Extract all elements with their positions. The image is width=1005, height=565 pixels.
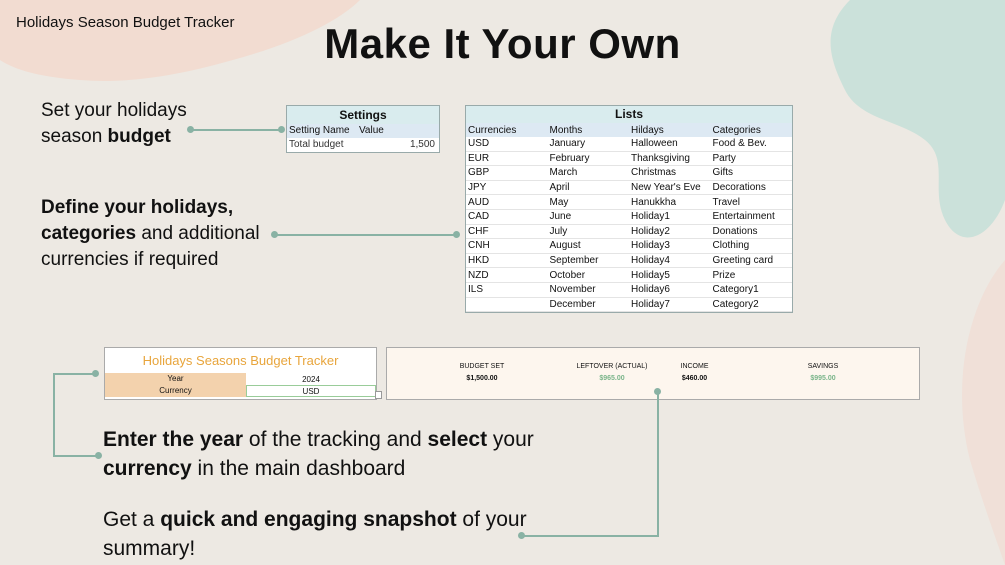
kpi-value: $965.00 <box>599 375 625 382</box>
lists-cell[interactable]: Donations <box>711 224 793 239</box>
annotation-enter-currency: currency <box>103 457 192 480</box>
annotation-define <box>41 195 281 273</box>
lists-cell[interactable]: HKD <box>466 253 548 268</box>
dashboard-settings-panel <box>104 347 377 400</box>
year-input[interactable]: 2024 <box>302 375 320 384</box>
lists-col-holidays: Hildays <box>629 123 711 137</box>
lists-header-row <box>466 123 792 137</box>
lists-row <box>466 137 792 151</box>
settings-col-value: Value <box>359 125 384 136</box>
lists-cell[interactable]: February <box>548 151 630 166</box>
annotation-snapshot-text: of your <box>456 508 527 531</box>
annotation-define-line3: currencies if required <box>41 249 219 270</box>
currency-select[interactable]: USD <box>246 385 376 397</box>
lists-row <box>466 239 792 254</box>
lists-cell[interactable]: GBP <box>466 166 548 181</box>
settings-title: Settings <box>287 106 439 124</box>
settings-header-row <box>287 124 439 138</box>
lists-cell[interactable]: December <box>548 297 630 312</box>
annotation-define-categories: categories <box>41 223 137 244</box>
lists-cell[interactable]: June <box>548 209 630 224</box>
setting-name: Total budget <box>289 139 344 150</box>
lists-row <box>466 297 792 312</box>
connector-enter <box>53 373 95 375</box>
lists-cell[interactable]: March <box>548 166 630 181</box>
settings-col-name: Setting Name <box>289 125 350 136</box>
lists-cell[interactable]: USD <box>466 137 548 151</box>
connector-define <box>275 234 457 236</box>
lists-col-currencies: Currencies <box>466 123 548 137</box>
kpi-label: INCOME <box>680 363 709 370</box>
annotation-enter-select: select <box>427 428 488 451</box>
lists-cell[interactable]: Holiday5 <box>629 268 711 283</box>
annotation-budget-bold: budget <box>107 126 171 147</box>
kpi-value: $1,500.00 <box>466 375 498 382</box>
lists-cell[interactable]: Entertainment <box>711 209 793 224</box>
lists-cell[interactable]: Holiday2 <box>629 224 711 239</box>
annotation-enter-text: your <box>487 428 534 451</box>
annotation-define-text: and additional <box>136 223 260 244</box>
app-title: Holidays Season Budget Tracker <box>16 14 235 31</box>
kpi-income <box>672 363 717 382</box>
lists-cell[interactable]: Greeting card <box>711 253 793 268</box>
lists-row <box>466 268 792 283</box>
lists-cell[interactable]: September <box>548 253 630 268</box>
kpi-budget-set <box>447 363 517 382</box>
kpi-leftover <box>567 363 657 382</box>
annotation-budget-text: Set your holidays season <box>41 100 187 147</box>
currency-label: Currency <box>105 385 246 397</box>
lists-cell[interactable]: ILS <box>466 282 548 297</box>
lists-cell[interactable]: Holiday3 <box>629 239 711 254</box>
lists-table <box>465 105 793 313</box>
year-row <box>105 373 376 385</box>
connector-budget <box>190 129 282 131</box>
lists-cell[interactable]: July <box>548 224 630 239</box>
kpi-label: BUDGET SET <box>459 363 505 370</box>
annotation-enter-text: of the tracking and <box>243 428 428 451</box>
lists-cell[interactable]: Holiday1 <box>629 209 711 224</box>
lists-cell[interactable]: January <box>548 137 630 151</box>
connector-enter <box>53 455 99 457</box>
dropdown-arrow-icon[interactable] <box>375 391 382 399</box>
lists-cell[interactable]: Decorations <box>711 180 793 195</box>
page-title: Make It Your Own <box>324 20 681 67</box>
lists-row <box>466 180 792 195</box>
lists-row <box>466 195 792 210</box>
lists-cell[interactable]: Halloween <box>629 137 711 151</box>
lists-cell[interactable]: Thanksgiving <box>629 151 711 166</box>
lists-cell[interactable]: New Year's Eve <box>629 180 711 195</box>
kpi-value: $460.00 <box>681 375 708 382</box>
year-label: Year <box>105 373 246 385</box>
connector-dot <box>95 452 102 459</box>
annotation-enter <box>103 425 563 483</box>
lists-cell[interactable] <box>466 297 548 312</box>
connector-dot <box>271 231 278 238</box>
annotation-budget <box>41 98 241 150</box>
currency-row <box>105 385 376 397</box>
lists-row <box>466 282 792 297</box>
lists-cell[interactable]: Holiday7 <box>629 297 711 312</box>
annotation-snapshot-text: Get a <box>103 508 161 531</box>
connector-dot <box>187 126 194 133</box>
lists-cell[interactable]: November <box>548 282 630 297</box>
annotation-snapshot <box>103 505 543 563</box>
lists-cell[interactable]: AUD <box>466 195 548 210</box>
lists-cell[interactable]: Clothing <box>711 239 793 254</box>
lists-cell[interactable]: CHF <box>466 224 548 239</box>
lists-row <box>466 253 792 268</box>
lists-row <box>466 166 792 181</box>
lists-cell[interactable]: Party <box>711 151 793 166</box>
lists-row <box>466 209 792 224</box>
annotation-define-bold: Define your holidays, <box>41 197 234 218</box>
lists-col-categories: Categories <box>711 123 793 137</box>
lists-cell[interactable]: Holiday4 <box>629 253 711 268</box>
lists-cell[interactable]: NZD <box>466 268 548 283</box>
lists-cell[interactable]: JPY <box>466 180 548 195</box>
lists-cell[interactable]: Category2 <box>711 297 793 312</box>
setting-value[interactable]: 1,500 <box>409 139 435 150</box>
annotation-snapshot-bold: quick and engaging snapshot <box>160 508 457 531</box>
connector-snapshot <box>657 391 659 537</box>
annotation-enter-text: in the main dashboard <box>191 457 406 480</box>
decorative-blob-right <box>930 260 1005 565</box>
lists-title: Lists <box>466 106 792 123</box>
lists-cell[interactable]: Food & Bev. <box>711 137 793 151</box>
annotation-snapshot-line2: summary! <box>103 537 196 560</box>
lists-cell[interactable]: Gifts <box>711 166 793 181</box>
lists-cell[interactable]: April <box>548 180 630 195</box>
dashboard-title: Holidays Seasons Budget Tracker <box>142 353 339 368</box>
kpi-label: SAVINGS <box>807 363 839 370</box>
lists-cell[interactable]: Travel <box>711 195 793 210</box>
kpi-value: $995.00 <box>810 375 836 382</box>
settings-table <box>286 105 440 153</box>
dashboard-summary-panel <box>386 347 920 400</box>
lists-cell[interactable]: August <box>548 239 630 254</box>
settings-row[interactable] <box>287 138 439 152</box>
lists-cell[interactable]: Hanukkha <box>629 195 711 210</box>
lists-cell[interactable]: Prize <box>711 268 793 283</box>
lists-row <box>466 224 792 239</box>
lists-cell[interactable]: CNH <box>466 239 548 254</box>
lists-cell[interactable]: Christmas <box>629 166 711 181</box>
lists-cell[interactable]: October <box>548 268 630 283</box>
lists-col-months: Months <box>548 123 630 137</box>
connector-dot <box>453 231 460 238</box>
lists-row <box>466 151 792 166</box>
lists-cell[interactable]: Category1 <box>711 282 793 297</box>
connector-enter <box>53 373 55 456</box>
connector-dot <box>278 126 285 133</box>
annotation-enter-bold: Enter the year <box>103 428 244 451</box>
lists-cell[interactable]: Holiday6 <box>629 282 711 297</box>
lists-cell[interactable]: EUR <box>466 151 548 166</box>
lists-cell[interactable]: May <box>548 195 630 210</box>
kpi-savings <box>793 363 853 382</box>
kpi-label: LEFTOVER (ACTUAL) <box>576 363 648 370</box>
lists-cell[interactable]: CAD <box>466 209 548 224</box>
